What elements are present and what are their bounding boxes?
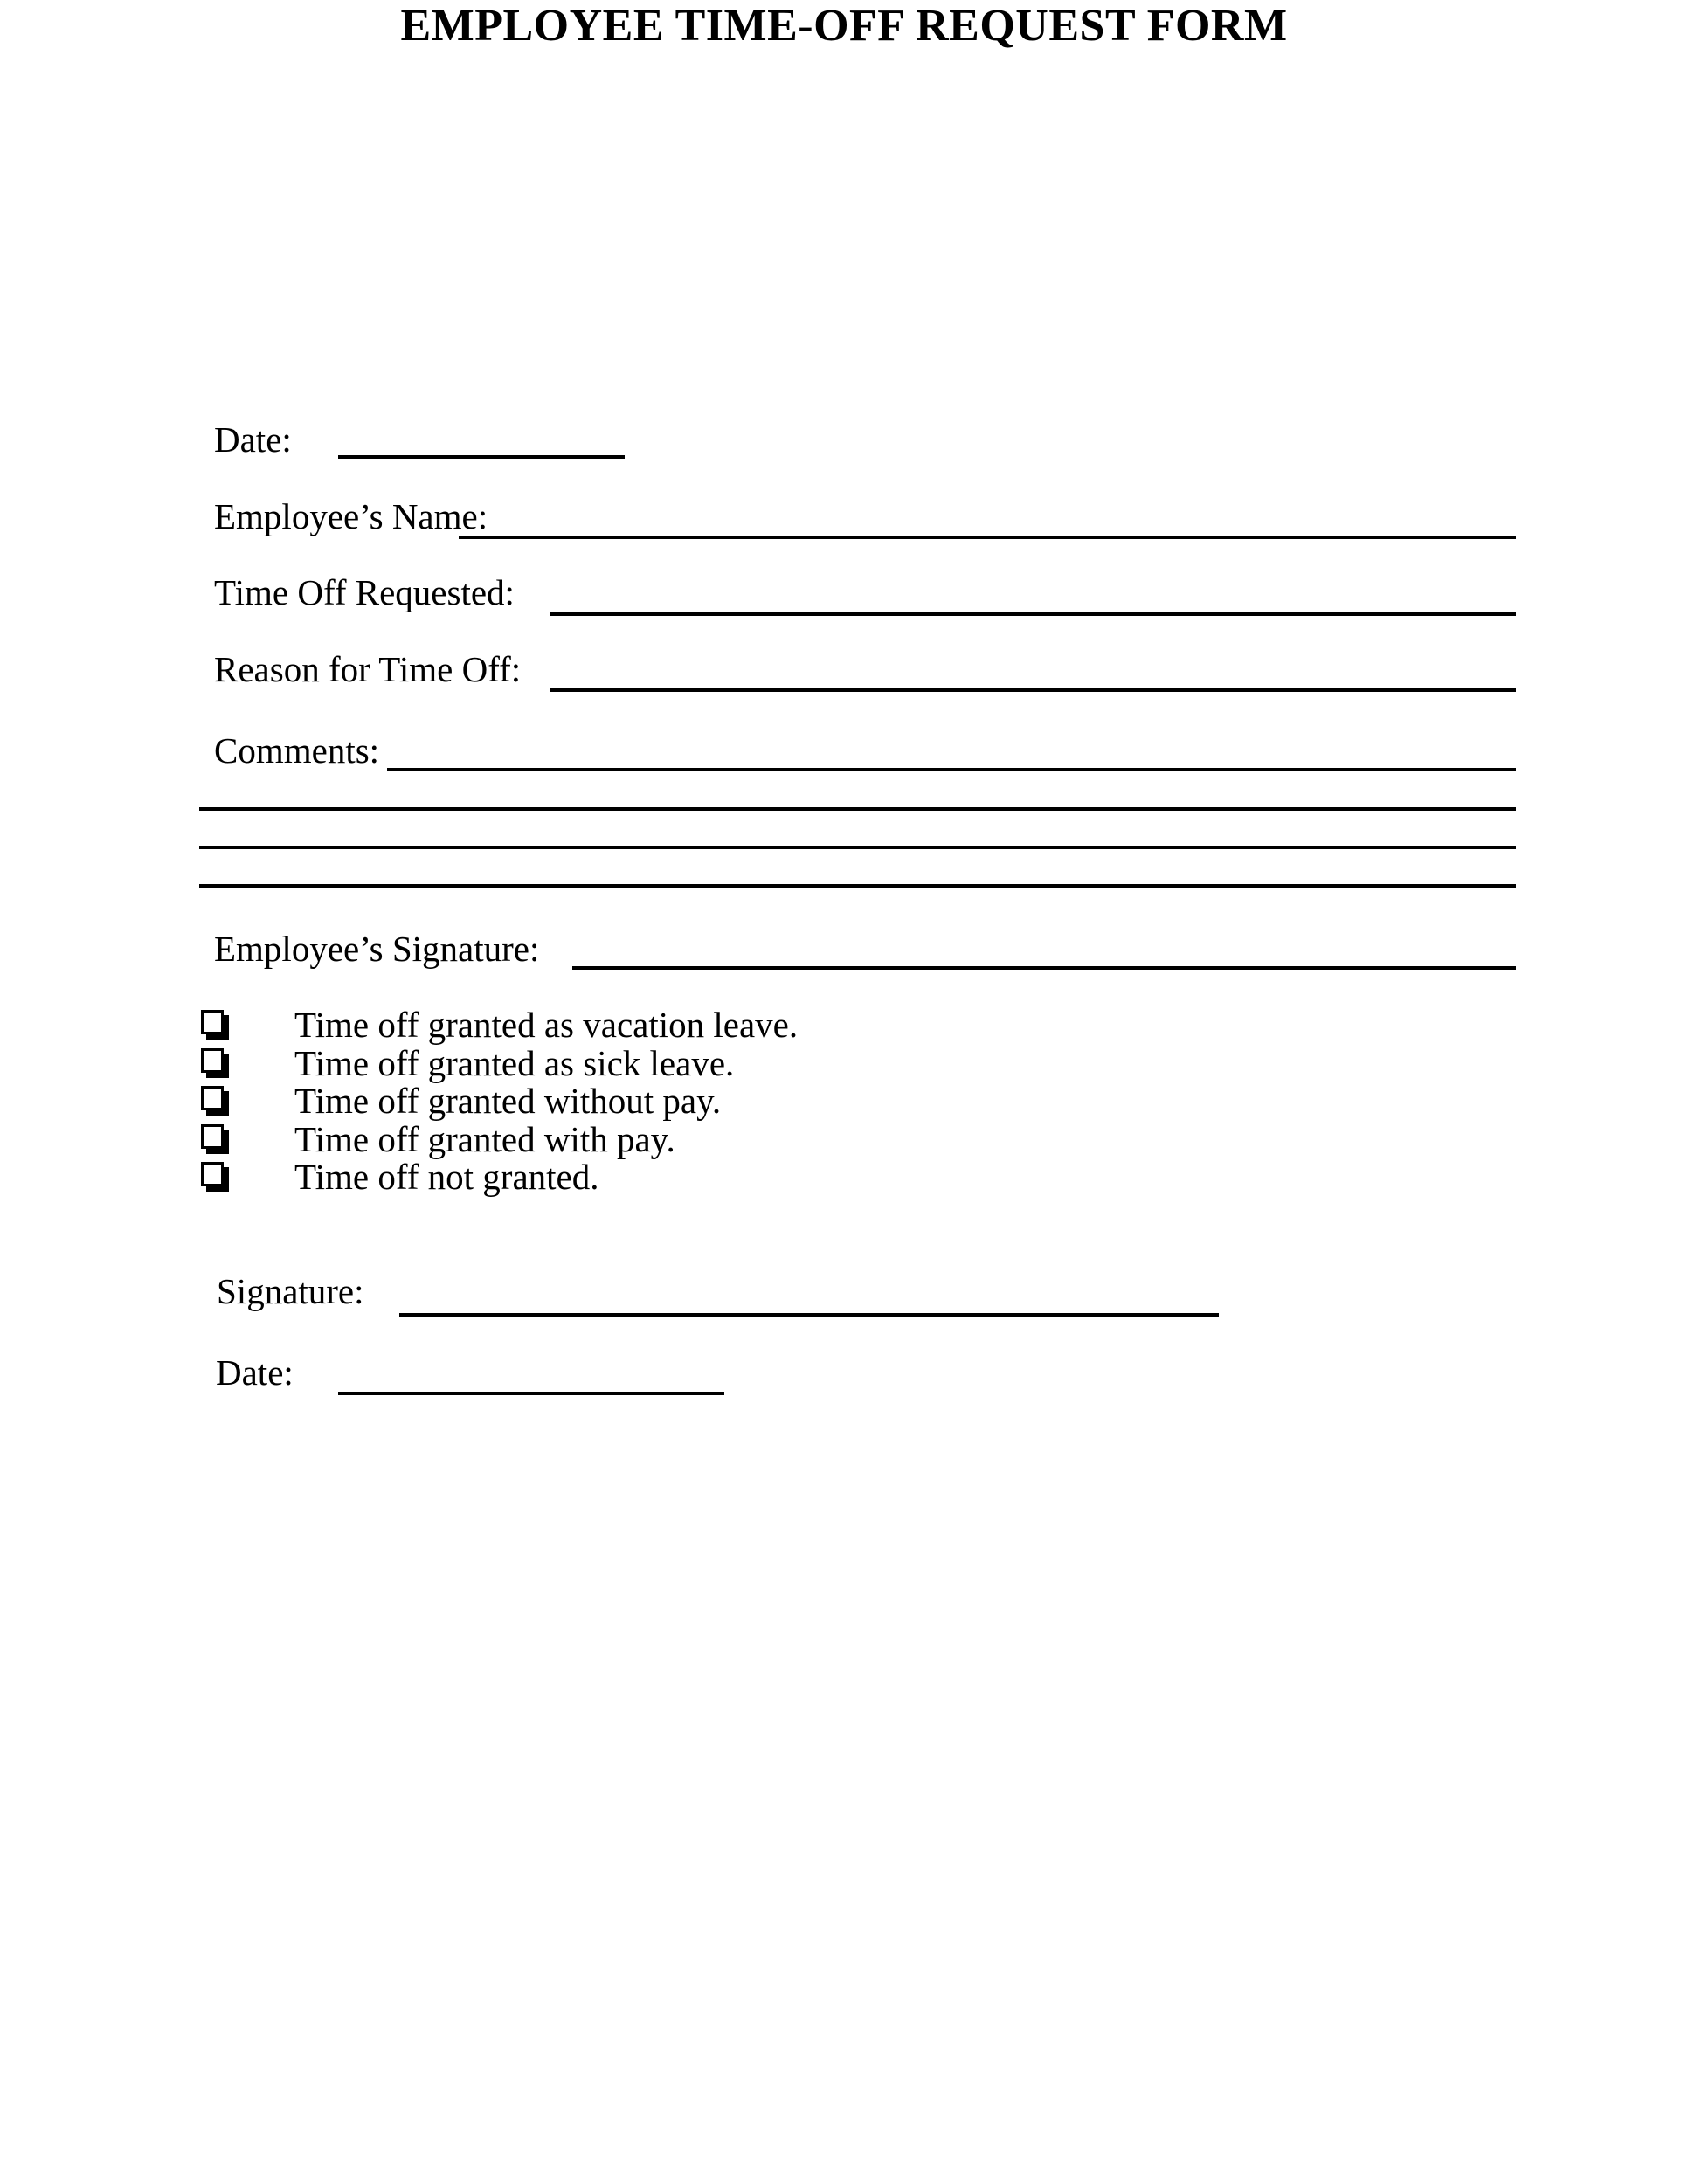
checkbox-label: Time off granted with pay. <box>294 1118 675 1159</box>
checkbox-icon[interactable] <box>201 1086 224 1110</box>
approval-date-label: Date: <box>216 1352 294 1393</box>
time-off-requested-input-line[interactable] <box>550 612 1516 616</box>
checkbox-row-with-pay[interactable] <box>201 1118 798 1159</box>
checkbox-row-sick-leave[interactable] <box>201 1042 798 1083</box>
checkbox-icon[interactable] <box>201 1124 224 1149</box>
comments-extra-line-1[interactable] <box>199 807 1516 811</box>
employee-name-label: Employee’s Name: <box>214 496 488 536</box>
checkbox-icon[interactable] <box>201 1162 224 1186</box>
comments-extra-line-3[interactable] <box>199 884 1516 888</box>
comments-input-line[interactable] <box>387 768 1516 771</box>
date-input-line[interactable] <box>338 455 625 459</box>
checkbox-icon[interactable] <box>201 1048 224 1073</box>
approval-signature-label: Signature: <box>217 1271 364 1311</box>
comments-extra-line-2[interactable] <box>199 846 1516 849</box>
employee-signature-input-line[interactable] <box>572 966 1516 970</box>
time-off-requested-label: Time Off Requested: <box>214 572 515 612</box>
date-label: Date: <box>214 419 292 460</box>
employee-signature-label: Employee’s Signature: <box>214 929 540 969</box>
checkbox-label: Time off granted as vacation leave. <box>294 1005 799 1045</box>
checkbox-label: Time off not granted. <box>294 1157 599 1197</box>
reason-for-time-off-label: Reason for Time Off: <box>214 649 522 689</box>
comments-label: Comments: <box>214 730 380 771</box>
checkbox-icon[interactable] <box>201 1010 224 1034</box>
reason-for-time-off-input-line[interactable] <box>550 688 1516 692</box>
approval-signature-input-line[interactable] <box>399 1313 1219 1317</box>
approval-checklist <box>201 1006 798 1197</box>
checkbox-label: Time off granted without pay. <box>294 1081 722 1121</box>
checkbox-row-not-granted[interactable] <box>201 1158 798 1197</box>
approval-date-input-line[interactable] <box>338 1392 724 1395</box>
checkbox-label: Time off granted as sick leave. <box>294 1042 735 1083</box>
form-title: EMPLOYEE TIME-OFF REQUEST FORM <box>400 1 1288 51</box>
checkbox-row-vacation-leave[interactable] <box>201 1006 798 1045</box>
employee-name-input-line[interactable] <box>459 536 1516 539</box>
checkbox-row-without-pay[interactable] <box>201 1082 798 1121</box>
